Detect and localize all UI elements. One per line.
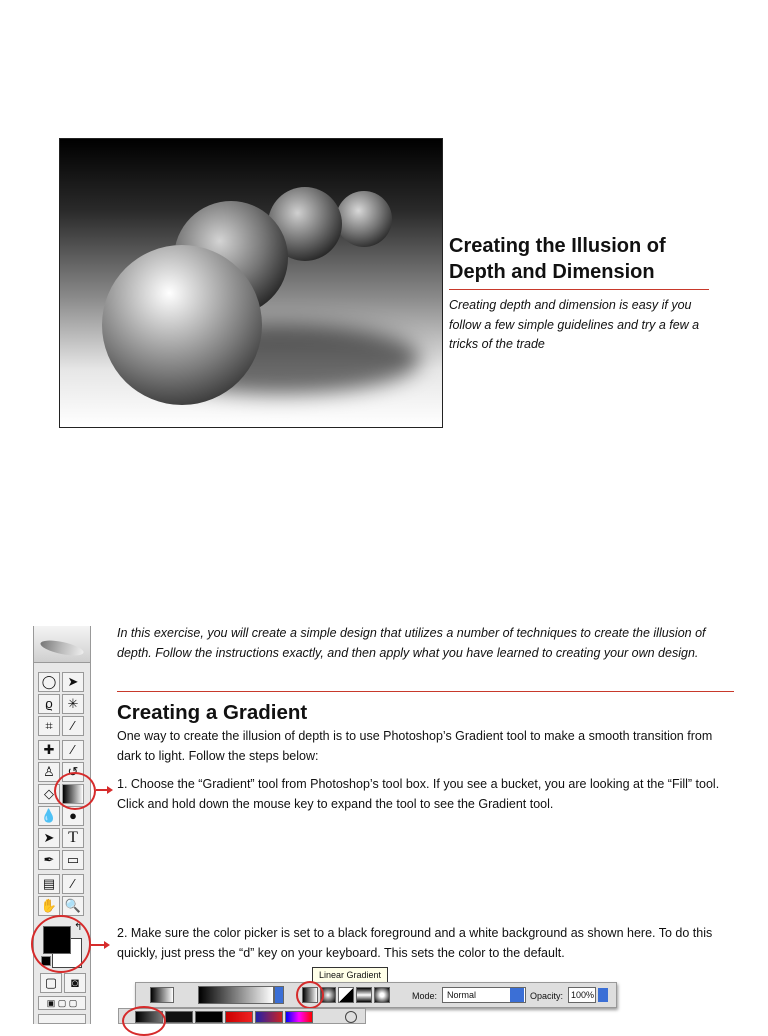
opacity-field-value: 100%	[571, 990, 595, 1000]
section-title: Creating a Gradient	[117, 701, 308, 724]
gradient-preset-highlight	[122, 1006, 166, 1036]
section-intro-paragraph: One way to create the illusion of depth is to use Photoshop’s Gradient tool to make a smooth transition from dark to light. Follow the steps below:	[117, 729, 713, 763]
standard-mode-icon[interactable]: ▢	[40, 973, 62, 993]
eraser-tool-icon[interactable]: ◇	[38, 784, 60, 804]
quick-mask-mode-icon[interactable]: ◙	[64, 973, 86, 993]
swap-colors-icon[interactable]: ↰	[74, 922, 83, 933]
linear-gradient-highlight	[296, 981, 324, 1009]
screen-mode-icon[interactable]: ▣ ▢ ▢	[38, 996, 86, 1010]
hand-tool-icon[interactable]: ✋	[38, 896, 60, 916]
gradient-dropdown-arrow-icon[interactable]	[274, 986, 284, 1004]
gradient-preset-violet[interactable]	[255, 1011, 283, 1023]
gradient-preset-black[interactable]	[195, 1011, 223, 1023]
slice-tool-icon[interactable]: ⁄	[62, 716, 84, 736]
angle-gradient-button[interactable]	[338, 987, 354, 1003]
opacity-label: Opacity:	[530, 991, 564, 1001]
zoom-tool-icon[interactable]: 🔍	[62, 896, 84, 916]
tool-preset-picker[interactable]	[150, 987, 174, 1003]
page-title: Creating the Illusion of Depth and Dimension	[449, 235, 666, 283]
mode-select-value: Normal	[447, 990, 477, 1000]
toolbox-header	[34, 626, 90, 663]
mode-label: Mode:	[412, 991, 438, 1001]
crop-tool-icon[interactable]: ⌗	[38, 716, 60, 736]
pen-tool-icon[interactable]: ✒	[38, 850, 60, 870]
brush-tool-icon[interactable]: ⁄	[62, 740, 84, 760]
gradient-preset-red[interactable]	[225, 1011, 253, 1023]
reflected-gradient-button[interactable]	[356, 987, 372, 1003]
history-brush-tool-icon[interactable]: ↺	[62, 762, 84, 782]
gradient-preset-dark[interactable]	[165, 1011, 193, 1023]
blur-tool-icon[interactable]: 💧	[38, 806, 60, 826]
page-subtitle: Creating depth and dimension is easy if you follow a few simple guidelines and try a few a tricks of the trade	[449, 298, 700, 351]
lasso-tool-icon[interactable]: ϱ	[38, 694, 60, 714]
clone-stamp-tool-icon[interactable]: ♙	[38, 762, 60, 782]
gradient-preset-spectrum[interactable]	[285, 1011, 313, 1023]
opacity-arrow-icon[interactable]	[598, 988, 608, 1002]
step-1-paragraph: 1. Choose the “Gradient” tool from Photoshop’s tool box. If you see a bucket, you are looking at the “Fill” tool. Click and hold down the mouse key to expand the tool to see the Gradient tool.	[117, 777, 720, 811]
opacity-field[interactable]	[568, 987, 596, 1003]
mode-select-arrow-icon[interactable]	[510, 988, 524, 1002]
color-arrow-head-icon	[104, 941, 110, 949]
notes-tool-icon[interactable]: ▤	[38, 874, 60, 894]
gradient-tool-highlight	[54, 772, 96, 810]
dodge-tool-icon[interactable]: ●	[62, 806, 84, 826]
diamond-gradient-button[interactable]	[374, 987, 390, 1003]
color-picker-highlight	[31, 915, 91, 973]
gradient-options-bar	[135, 982, 617, 1008]
healing-brush-tool-icon[interactable]: ✚	[38, 740, 60, 760]
hero-image-spheres	[59, 138, 443, 428]
color-arrow-icon	[91, 944, 105, 946]
feather-icon	[39, 638, 85, 659]
sphere-front	[102, 245, 262, 405]
path-select-tool-icon[interactable]: ➤	[38, 828, 60, 848]
magic-wand-tool-icon[interactable]: ✳	[62, 694, 84, 714]
step-2-paragraph: 2. Make sure the color picker is set to a black foreground and a white background as shown here. To do this quickly, just press the “d” key on your keyboard. This sets the color to the default.	[117, 926, 713, 960]
gradient-picker-menu-icon[interactable]	[345, 1011, 357, 1023]
move-tool-icon[interactable]: ➤	[62, 672, 84, 692]
gradient-arrow-head-icon	[107, 786, 113, 794]
intro-divider	[117, 691, 734, 692]
intro-paragraph: In this exercise, you will create a simple design that utilizes a number of techniques to create the illusion of depth. Follow the instructions exactly, and then apply what you have learned to creating your own design.	[117, 626, 706, 660]
linear-gradient-tooltip: Linear Gradient	[312, 967, 388, 983]
ellipse-marquee-tool-icon[interactable]: ◯	[38, 672, 60, 692]
eyedropper-tool-icon[interactable]: ⁄	[62, 874, 84, 894]
jump-to-imageready-icon[interactable]	[38, 1014, 86, 1024]
rectangle-tool-icon[interactable]: ▭	[62, 850, 84, 870]
type-tool-icon[interactable]: T	[62, 828, 84, 848]
gradient-preview-swatch[interactable]	[198, 986, 274, 1004]
sphere-small	[336, 191, 392, 247]
title-divider	[449, 289, 709, 290]
